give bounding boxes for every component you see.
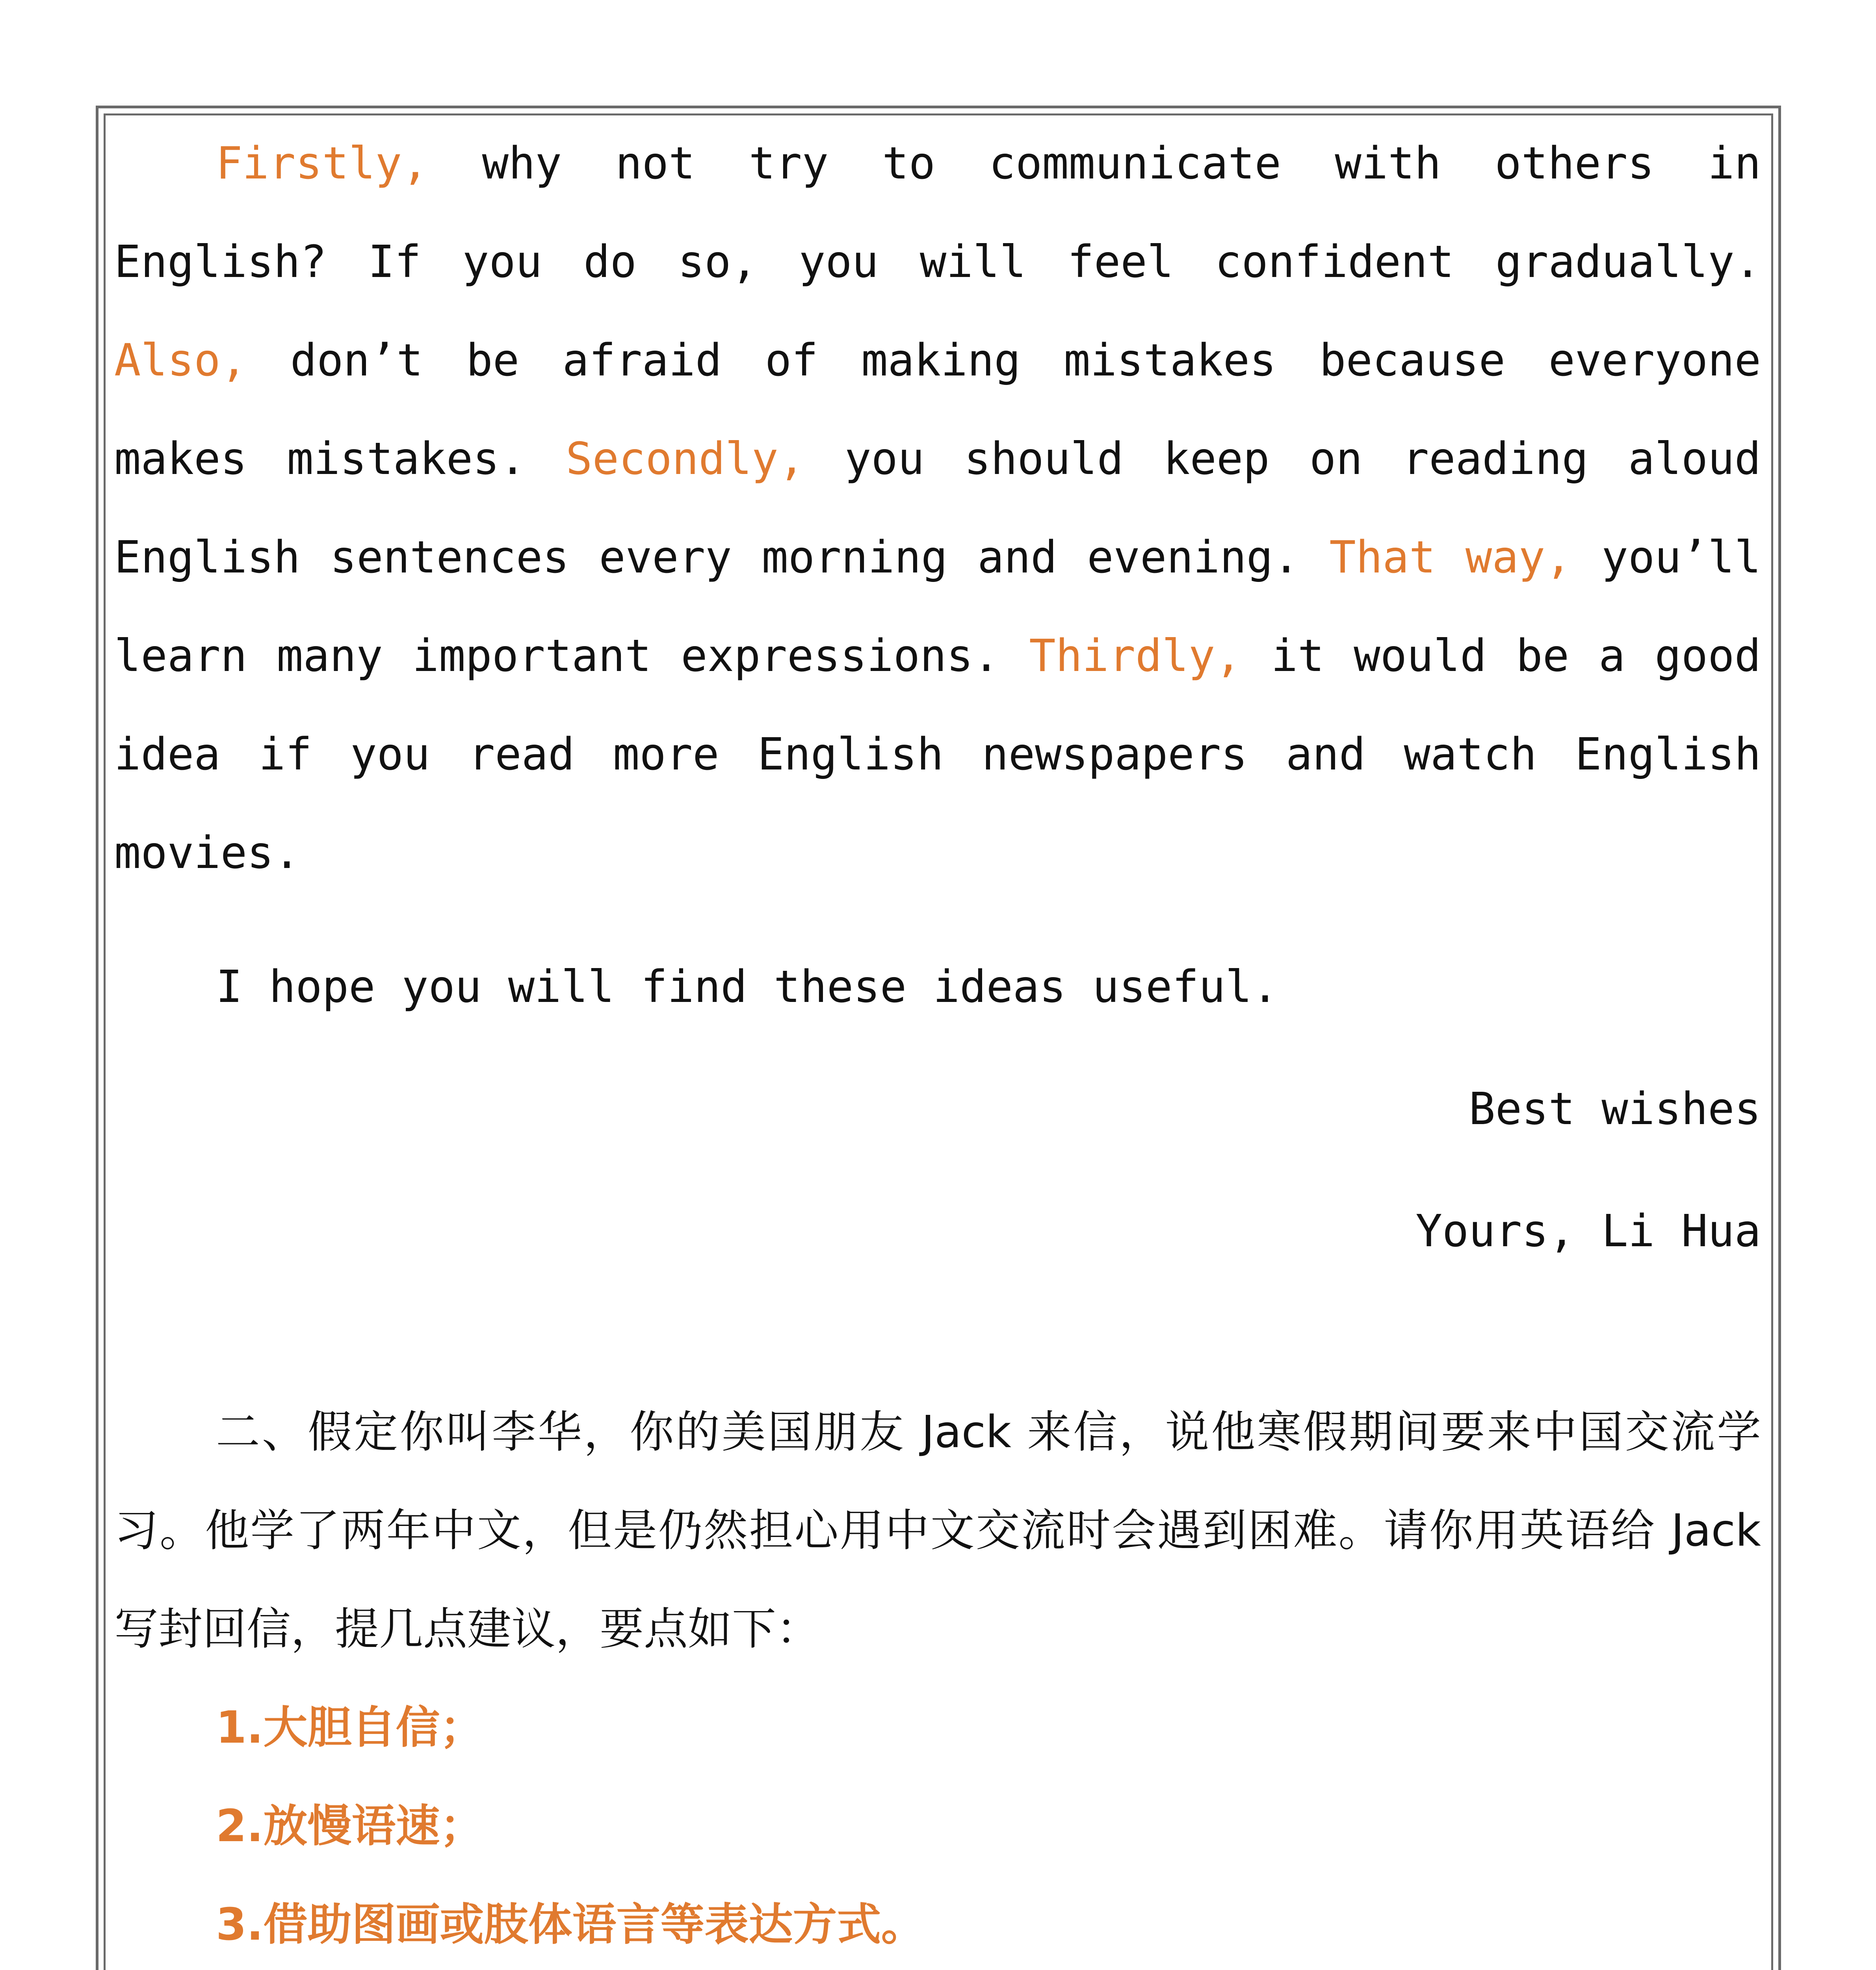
task-prompt: 二、假定你叫李华，你的美国朋友 Jack 来信，说他寒假期间要来中国交流学习。他学了两年中文，但是仍然担心用中文交流时会遇到困难。请你用英语给 Jack 写封回信，提几点建议，要点如下： xyxy=(114,1407,1761,1655)
transition-that-way: That way, xyxy=(1329,532,1572,583)
advice-text-3: you should keep on reading aloud English sentences every morning and evening. xyxy=(114,433,1761,583)
task-point-1: 1.大胆自信； xyxy=(216,1702,484,1753)
transition-thirdly: Thirdly, xyxy=(1029,630,1242,682)
transition-also: Also, xyxy=(114,335,247,386)
paragraph-advice xyxy=(114,114,1761,902)
task-point-2: 2.放慢语速； xyxy=(216,1801,484,1852)
transition-secondly: Secondly, xyxy=(566,433,805,485)
task-point-3: 3.借助图画或肢体语言等表达方式。 xyxy=(216,1899,925,1950)
document-content xyxy=(114,114,1761,1970)
advice-text-1: why not try to communicate with others in English? If you do so, you will feel confident gradually. xyxy=(114,138,1761,288)
paragraph-hope: I hope you will find these ideas useful. xyxy=(216,961,1279,1013)
advice-text-2: don’t be afraid of making mistakes because everyone makes mistakes. xyxy=(114,335,1761,485)
closing-signature: Yours, Li Hua xyxy=(1415,1206,1761,1257)
advice-text-5: it would be a good idea if you read more English newspapers and watch English movies. xyxy=(114,630,1761,879)
transition-firstly: Firstly, xyxy=(216,138,429,189)
closing-best-wishes: Best wishes xyxy=(1469,1084,1761,1135)
advice-text-4: you’ll learn many important expressions. xyxy=(114,532,1761,682)
